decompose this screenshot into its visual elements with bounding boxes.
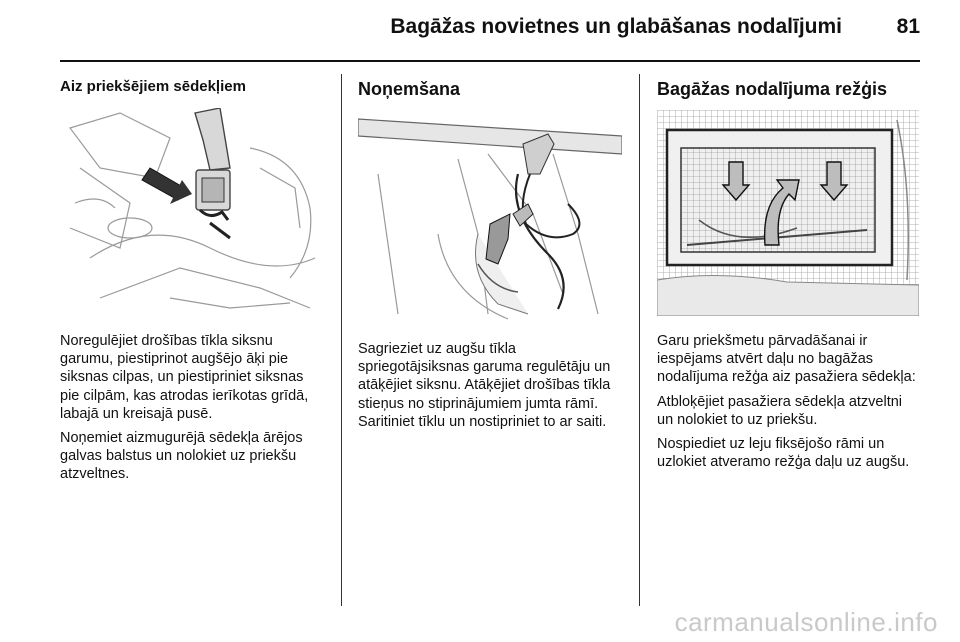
cargo-grille-illustration	[657, 110, 919, 316]
watermark: carmanualsonline.info	[674, 607, 938, 637]
paragraph: Atbloķējiet pasažiera sēdekļa atzveltni un nolokiet to uz priekšu.	[657, 393, 903, 428]
seat-belt-strap-illustration	[60, 108, 324, 316]
section-heading: Bagāžas nodalījuma režģis	[657, 79, 888, 99]
paragraph: Sagrieziet uz augšu tīkla spriegotājsiksnas garuma regulētāju un atāķējiet siksnu. Atāķējiet drošības tīkla stieņus no stiprinājumiem jumta rāmī. Saritiniet tīklu un nostipriniet to ar saiti.	[358, 341, 611, 430]
header-title: Bagāžas novietnes un glabāšanas nodalījumi	[390, 15, 842, 38]
page-number: 81	[896, 15, 920, 38]
paragraph: Noregulējiet drošības tīkla siksnu garumu, piestiprinot augšējo āķi pie siksnas cilpas, un piestipriniet siksnas pie cilpām, kas atrodas ierīkotas grīdā, labajā un kreisajā pusē.	[60, 333, 309, 422]
column-cargo-grille	[657, 74, 920, 477]
section-heading: Noņemšana	[358, 79, 461, 99]
net-tensioner-illustration	[358, 114, 622, 322]
column-removal	[358, 74, 624, 437]
paragraph: Noņemiet aizmugurējā sēdekļa ārējos galvas balstus un nolokiet uz priekšu atzveltnes.	[60, 430, 303, 483]
column-divider	[341, 74, 342, 606]
column-divider	[639, 74, 640, 606]
page-header	[60, 0, 920, 62]
paragraph: Garu priekšmetu pārvadāšanai ir iespējams atvērt daļu no bagāžas nodalījuma režģa aiz pasažiera sēdekļa:	[657, 333, 916, 386]
paragraph: Nospiediet uz leju fiksējošo rāmi un uzlokiet atveramo režģa daļu uz augšu.	[657, 436, 910, 471]
section-heading: Aiz priekšējiem sēdekļiem	[60, 78, 246, 95]
column-front-seats	[60, 74, 326, 490]
